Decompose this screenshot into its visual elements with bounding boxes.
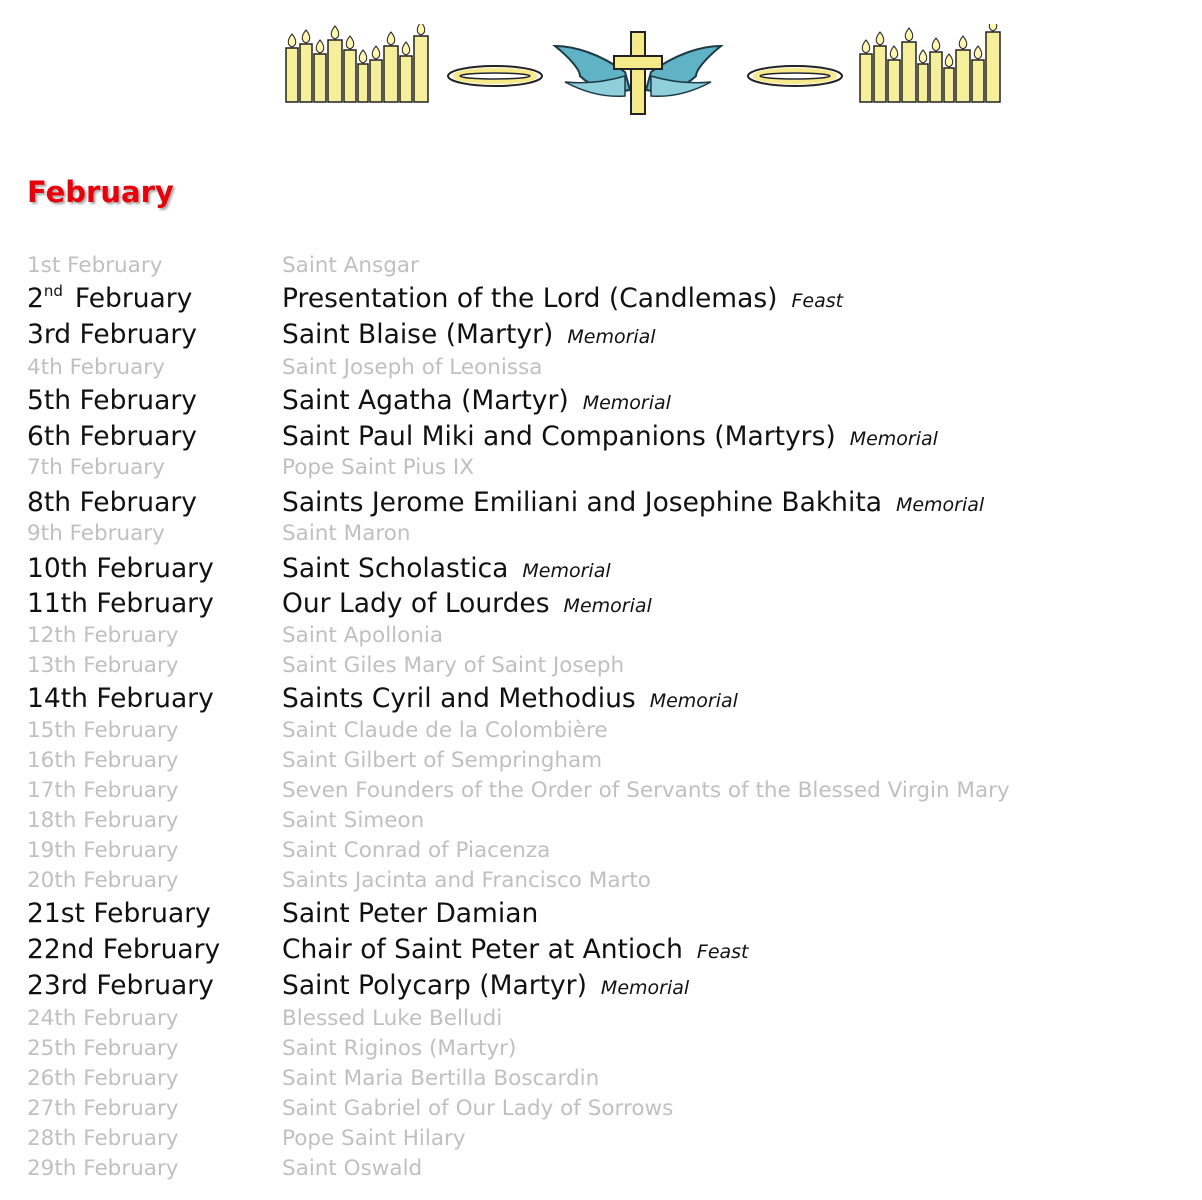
feast-name: Saints Jacinta and Francisco Marto	[282, 868, 651, 893]
feast-day-row	[0, 586, 1202, 622]
feast-name: Saint Agatha (Martyr)	[282, 385, 569, 416]
feast-name-cell	[282, 621, 443, 651]
feast-date: 19th February	[27, 838, 179, 863]
feast-rank: Feast	[791, 290, 844, 312]
feast-name-cell	[282, 716, 608, 746]
feast-name: Saint Riginos (Martyr)	[282, 1036, 517, 1061]
feast-date: 28th February	[27, 1126, 179, 1151]
month-title: February	[27, 175, 174, 209]
feast-name-cell	[282, 836, 550, 866]
feast-name: Presentation of the Lord (Candlemas)	[282, 283, 778, 314]
feast-name-cell	[282, 1094, 673, 1124]
feast-name: Saint Maria Bertilla Boscardin	[282, 1066, 600, 1091]
feast-name: Saint Conrad of Piacenza	[282, 838, 551, 863]
feast-day-row	[0, 836, 1202, 866]
feast-name-cell	[282, 485, 984, 523]
feast-day-row	[0, 968, 1202, 1004]
feast-name: Saint Simeon	[282, 808, 425, 833]
feast-rank: Memorial	[563, 595, 652, 617]
feast-date: 16th February	[27, 748, 179, 773]
feast-date: 25th February	[27, 1036, 179, 1061]
feast-date-month: February	[74, 283, 193, 314]
feast-name: Saint Giles Mary of Saint Joseph	[282, 653, 625, 678]
feast-name: Saint Blaise (Martyr)	[282, 319, 554, 350]
feast-name: Saint Scholastica	[282, 553, 509, 584]
feast-name-cell	[282, 419, 938, 457]
feast-day-row	[0, 1154, 1202, 1184]
feast-day-row	[0, 866, 1202, 896]
feast-name: Saint Ansgar	[282, 253, 419, 278]
feast-name-cell	[282, 519, 411, 549]
feast-rank: Memorial	[600, 977, 690, 999]
feast-date: 26th February	[27, 1066, 179, 1091]
feast-date	[27, 281, 192, 317]
feast-date: 17th February	[27, 778, 179, 803]
feast-name-cell	[282, 1004, 502, 1034]
feast-day-row	[0, 383, 1202, 419]
feast-day-row	[0, 453, 1202, 483]
feast-date-suffix: nd	[43, 282, 63, 300]
feast-date: 10th February	[27, 553, 214, 584]
feast-date: 7th February	[27, 455, 165, 480]
feast-name: Seven Founders of the Order of Servants of the Blessed Virgin Mary	[282, 778, 1010, 803]
feast-day-row	[0, 1124, 1202, 1154]
feast-name-cell	[282, 1034, 516, 1064]
feast-day-row	[0, 746, 1202, 776]
winged-cross-icon	[555, 32, 721, 114]
feast-name: Saint Joseph of Leonissa	[282, 355, 543, 380]
feast-date: 11th February	[27, 588, 214, 619]
feast-day-row	[0, 519, 1202, 549]
feast-date: 8th February	[27, 487, 197, 518]
feast-name: Saint Maron	[282, 521, 411, 546]
feast-name-cell	[282, 317, 656, 355]
feast-name-cell	[282, 586, 652, 624]
feast-rank: Memorial	[567, 326, 656, 348]
feast-name: Saint Claude de la Colombière	[282, 718, 608, 743]
feast-name: Saint Paul Miki and Companions (Martyrs)	[282, 421, 836, 452]
feast-date: 23rd February	[27, 970, 214, 1001]
feast-day-row	[0, 485, 1202, 521]
feast-date: 6th February	[27, 421, 197, 452]
candles-left-icon	[286, 24, 428, 102]
feast-date: 18th February	[27, 808, 179, 833]
feast-date: 24th February	[27, 1006, 179, 1031]
feast-name-cell	[282, 932, 749, 970]
feast-day-row	[0, 896, 1202, 932]
feast-name: Saint Oswald	[282, 1156, 423, 1181]
feast-day-row	[0, 353, 1202, 383]
feast-name: Saints Cyril and Methodius	[282, 683, 636, 714]
feast-day-row	[0, 551, 1202, 587]
feast-name-cell	[282, 968, 689, 1006]
feast-date-number: 2	[27, 283, 44, 314]
feast-date: 4th February	[27, 355, 165, 380]
feast-name-cell	[282, 281, 843, 319]
feast-day-row	[0, 806, 1202, 836]
feast-day-row	[0, 281, 1202, 317]
feast-name-cell	[282, 806, 424, 836]
feast-rank: Memorial	[522, 560, 611, 582]
feast-date: 21st February	[27, 898, 211, 929]
feast-name-cell	[282, 383, 671, 421]
feast-name: Saint Polycarp (Martyr)	[282, 970, 587, 1001]
feast-date: 9th February	[27, 521, 165, 546]
feast-name: Pope Saint Pius IX	[282, 455, 474, 480]
feast-name-cell	[282, 1064, 599, 1094]
feast-name: Saint Gilbert of Sempringham	[282, 748, 603, 773]
feast-name-cell	[282, 353, 542, 383]
feast-day-row	[0, 1034, 1202, 1064]
feast-name-cell	[282, 866, 651, 896]
feast-day-row	[0, 681, 1202, 717]
feast-day-row	[0, 1004, 1202, 1034]
feast-name-cell	[282, 896, 538, 932]
feast-day-row	[0, 621, 1202, 651]
feast-rank: Feast	[696, 941, 749, 963]
feast-name: Pope Saint Hilary	[282, 1126, 466, 1151]
feast-name: Chair of Saint Peter at Antioch	[282, 934, 683, 965]
feast-day-row	[0, 651, 1202, 681]
candles-right-icon	[860, 24, 1000, 102]
feast-date: 27th February	[27, 1096, 179, 1121]
feast-rank: Memorial	[895, 494, 985, 516]
feast-day-row	[0, 1064, 1202, 1094]
feast-name: Saint Apollonia	[282, 623, 444, 648]
feast-name-cell	[282, 776, 1010, 806]
feast-day-row	[0, 419, 1202, 455]
feast-name-cell	[282, 651, 624, 681]
feast-name: Saint Gabriel of Our Lady of Sorrows	[282, 1096, 674, 1121]
feast-name-cell	[282, 681, 738, 719]
feast-name: Saints Jerome Emiliani and Josephine Bakhita	[282, 487, 882, 518]
feast-date: 20th February	[27, 868, 179, 893]
feast-date: 3rd February	[27, 319, 197, 350]
feast-date: 14th February	[27, 683, 214, 714]
feast-name: Blessed Luke Belludi	[282, 1006, 503, 1031]
feast-rank: Memorial	[849, 428, 938, 450]
feast-day-row	[0, 317, 1202, 353]
feast-day-row	[0, 776, 1202, 806]
feast-day-row	[0, 251, 1202, 281]
feast-day-row	[0, 932, 1202, 968]
feast-name: Our Lady of Lourdes	[282, 588, 550, 619]
halo-left-icon	[448, 66, 542, 86]
feast-day-row	[0, 1094, 1202, 1124]
feast-name-cell	[282, 1154, 422, 1184]
feast-rank: Memorial	[649, 690, 738, 712]
decorative-banner	[280, 24, 1010, 120]
feast-name-cell	[282, 251, 419, 281]
feast-rank: Memorial	[582, 392, 671, 414]
feast-date: 13th February	[27, 653, 179, 678]
feast-name-cell	[282, 746, 602, 776]
feast-date: 5th February	[27, 385, 197, 416]
feast-name-cell	[282, 1124, 466, 1154]
feast-name: Saint Peter Damian	[282, 898, 539, 929]
feast-name-cell	[282, 551, 611, 589]
feast-date: 22nd February	[27, 934, 221, 965]
feast-date: 29th February	[27, 1156, 179, 1181]
halo-right-icon	[748, 66, 842, 86]
feast-date: 15th February	[27, 718, 179, 743]
feast-date: 12th February	[27, 623, 179, 648]
feast-date: 1st February	[27, 253, 163, 278]
feast-day-row	[0, 716, 1202, 746]
feast-name-cell	[282, 453, 474, 483]
